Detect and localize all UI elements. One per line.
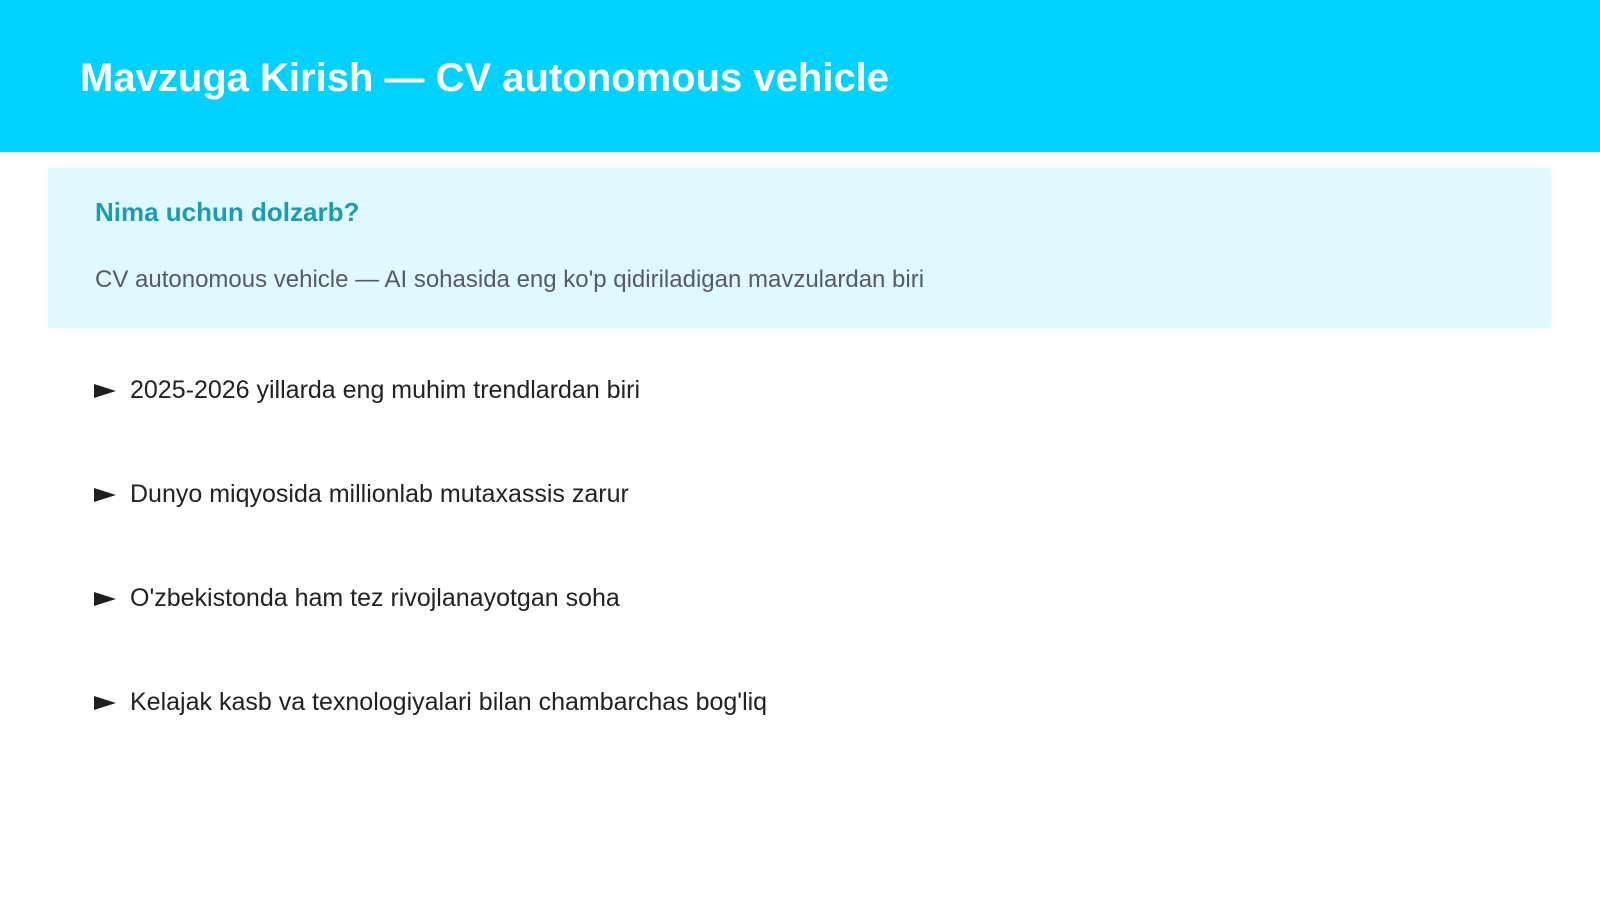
- bullet-text: O'zbekistonda ham tez rivojlanayotgan soha: [130, 584, 620, 612]
- bullet-text: Kelajak kasb va texnologiyalari bilan chambarchas bog'liq: [130, 688, 768, 716]
- bullet-item: [94, 578, 767, 618]
- bullet-item: [94, 474, 767, 514]
- bullet-list: [94, 370, 767, 722]
- slide-title: Mavzuga Kirish — CV autonomous vehicle: [80, 56, 890, 100]
- bullet-item: [94, 682, 767, 722]
- callout-heading: Nima uchun dolzarb?: [95, 197, 360, 227]
- bullet-text: Dunyo miqyosida millionlab mutaxassis zarur: [130, 480, 629, 508]
- callout-box: [48, 168, 1551, 328]
- callout-text: CV autonomous vehicle — AI sohasida eng ko'p qidiriladigan mavzulardan biri: [95, 266, 925, 293]
- slide-header: [0, 0, 1600, 152]
- play-arrow-icon: [94, 696, 116, 710]
- play-arrow-icon: [94, 488, 116, 502]
- bullet-text: 2025-2026 yillarda eng muhim trendlardan biri: [130, 376, 641, 404]
- play-arrow-icon: [94, 384, 116, 398]
- bullet-item: [94, 370, 767, 410]
- play-arrow-icon: [94, 592, 116, 606]
